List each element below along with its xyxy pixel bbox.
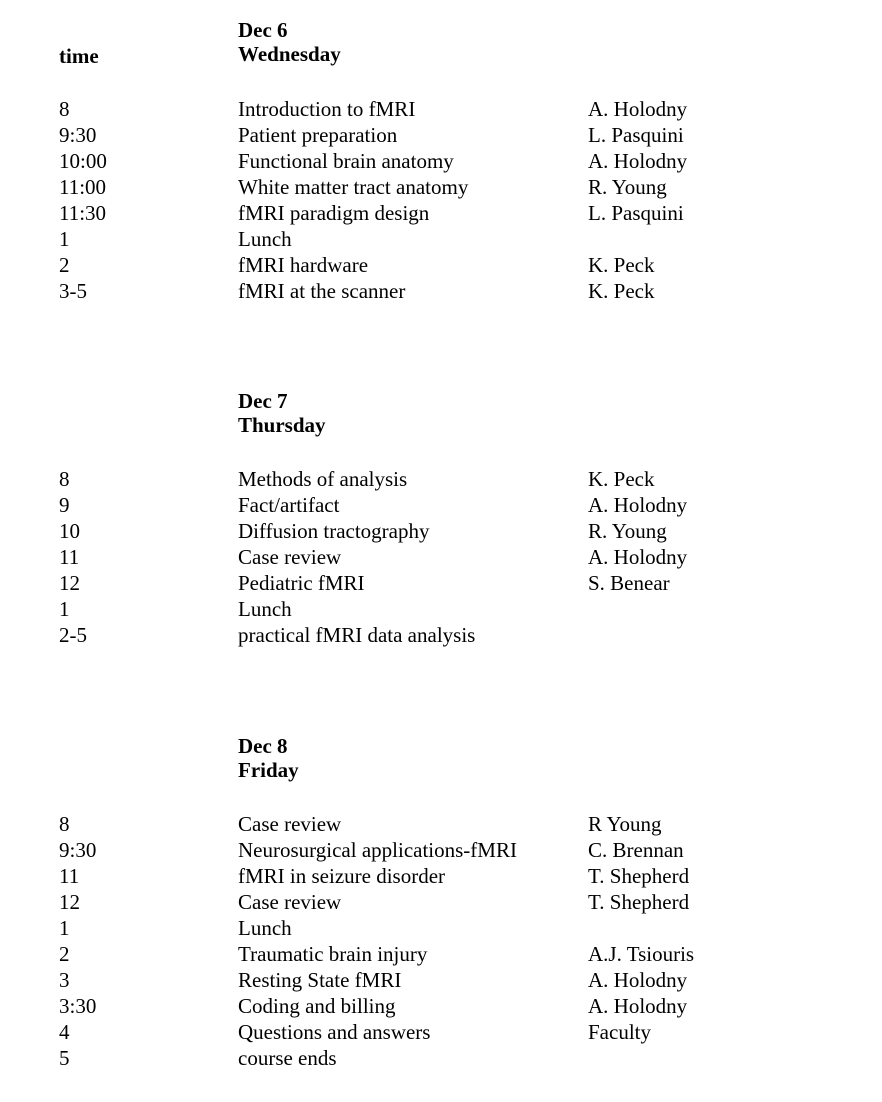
session-topic: Coding and billing — [238, 994, 396, 1018]
session-speaker: A. Holodny — [588, 968, 688, 992]
session-time: 10 — [59, 519, 80, 543]
day-heading — [238, 734, 299, 782]
session-time: 1 — [59, 597, 70, 621]
session-row — [0, 518, 882, 544]
day-weekday: Thursday — [238, 413, 326, 437]
session-row — [0, 622, 882, 648]
session-speaker: L. Pasquini — [588, 201, 684, 225]
session-speaker: T. Shepherd — [588, 890, 690, 914]
session-time: 3-5 — [59, 279, 87, 303]
session-row — [0, 596, 882, 622]
session-topic: Lunch — [238, 227, 292, 251]
session-time: 2 — [59, 253, 70, 277]
session-row — [0, 544, 882, 570]
session-row — [0, 148, 882, 174]
day-weekday: Friday — [238, 758, 299, 782]
session-speaker: A. Holodny — [588, 493, 688, 517]
session-row — [0, 1045, 882, 1071]
session-time: 12 — [59, 571, 80, 595]
day-date: Dec 8 — [238, 734, 288, 758]
session-speaker: K. Peck — [588, 467, 655, 491]
session-topic: fMRI at the scanner — [238, 279, 406, 303]
session-time: 2 — [59, 942, 70, 966]
session-row — [0, 466, 882, 492]
session-topic: Resting State fMRI — [238, 968, 402, 992]
session-topic: Pediatric fMRI — [238, 571, 365, 595]
session-row — [0, 915, 882, 941]
session-row — [0, 96, 882, 122]
session-list — [0, 466, 882, 648]
session-topic: Lunch — [238, 597, 292, 621]
session-time: 3 — [59, 968, 70, 992]
session-topic: White matter tract anatomy — [238, 175, 469, 199]
session-list — [0, 96, 882, 304]
session-row — [0, 967, 882, 993]
session-time: 3:30 — [59, 994, 97, 1018]
session-time: 9 — [59, 493, 70, 517]
session-row — [0, 889, 882, 915]
session-topic: Diffusion tractography — [238, 519, 430, 543]
session-topic: course ends — [238, 1046, 337, 1070]
session-topic: Lunch — [238, 916, 292, 940]
session-time: 9:30 — [59, 123, 97, 147]
session-topic: Traumatic brain injury — [238, 942, 428, 966]
session-topic: practical fMRI data analysis — [238, 623, 476, 647]
session-speaker: A. Holodny — [588, 994, 688, 1018]
session-speaker: C. Brennan — [588, 838, 684, 862]
session-topic: Methods of analysis — [238, 467, 408, 491]
session-row — [0, 226, 882, 252]
day-heading — [238, 18, 341, 66]
session-speaker: A. Holodny — [588, 149, 688, 173]
session-topic: fMRI in seizure disorder — [238, 864, 446, 888]
session-row — [0, 278, 882, 304]
day-heading — [238, 389, 326, 437]
day-date: Dec 7 — [238, 389, 288, 413]
session-speaker: Faculty — [588, 1020, 651, 1044]
session-topic: Patient preparation — [238, 123, 398, 147]
session-row — [0, 252, 882, 278]
session-row — [0, 492, 882, 518]
session-speaker: K. Peck — [588, 253, 655, 277]
session-speaker: R. Young — [588, 519, 667, 543]
session-time: 9:30 — [59, 838, 97, 862]
session-time: 11 — [59, 864, 80, 888]
session-list — [0, 811, 882, 1071]
session-speaker: A. Holodny — [588, 97, 688, 121]
session-speaker: R. Young — [588, 175, 667, 199]
session-row — [0, 811, 882, 837]
session-time: 11:00 — [59, 175, 107, 199]
session-row — [0, 863, 882, 889]
session-row — [0, 941, 882, 967]
session-row — [0, 174, 882, 200]
session-time: 11:30 — [59, 201, 107, 225]
session-speaker: L. Pasquini — [588, 123, 684, 147]
session-topic: fMRI paradigm design — [238, 201, 430, 225]
session-speaker: S. Benear — [588, 571, 670, 595]
session-speaker: R Young — [588, 812, 662, 836]
session-topic: Case review — [238, 545, 342, 569]
session-speaker: A. Holodny — [588, 545, 688, 569]
session-row — [0, 570, 882, 596]
session-time: 8 — [59, 812, 70, 836]
session-row — [0, 837, 882, 863]
session-time: 12 — [59, 890, 80, 914]
session-speaker: A.J. Tsiouris — [588, 942, 695, 966]
session-topic: Introduction to fMRI — [238, 97, 416, 121]
session-topic: Case review — [238, 890, 342, 914]
session-time: 2-5 — [59, 623, 87, 647]
session-row — [0, 122, 882, 148]
session-row — [0, 993, 882, 1019]
session-time: 11 — [59, 545, 80, 569]
session-topic: Case review — [238, 812, 342, 836]
session-time: 1 — [59, 227, 70, 251]
session-time: 8 — [59, 467, 70, 491]
session-topic: Functional brain anatomy — [238, 149, 454, 173]
session-speaker: K. Peck — [588, 279, 655, 303]
time-column-header: time — [59, 44, 99, 68]
session-row — [0, 1019, 882, 1045]
day-weekday: Wednesday — [238, 42, 341, 66]
session-topic: Neurosurgical applications-fMRI — [238, 838, 517, 862]
session-time: 1 — [59, 916, 70, 940]
session-topic: fMRI hardware — [238, 253, 369, 277]
session-topic: Questions and answers — [238, 1020, 431, 1044]
session-speaker: T. Shepherd — [588, 864, 690, 888]
session-row — [0, 200, 882, 226]
session-time: 4 — [59, 1020, 70, 1044]
day-date: Dec 6 — [238, 18, 288, 42]
session-topic: Fact/artifact — [238, 493, 340, 517]
session-time: 10:00 — [59, 149, 107, 173]
session-time: 8 — [59, 97, 70, 121]
session-time: 5 — [59, 1046, 70, 1070]
